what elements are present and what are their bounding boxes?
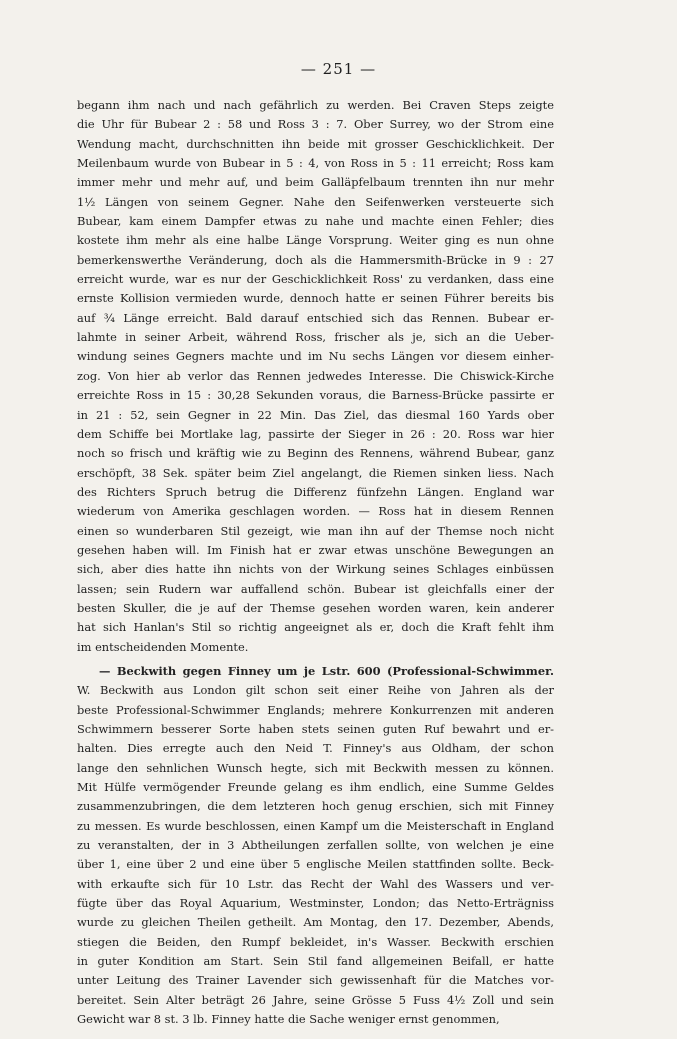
text-line: halten. Dies erregte auch den Neid T. Finney's aus Oldham, der schon [77,741,554,756]
text-line: Wendung macht, durchschnitten ihn beide mit grosser Geschicklichkeit. Der [77,136,554,151]
text-line: 1½ Längen von seinem Gegner. Nahe den Seifenwerken versteuerte sich [77,194,554,209]
text-line: auf ¾ Länge erreicht. Bald darauf entschied sich das Rennen. Bubear er- [77,310,554,325]
text-line: zu veranstalten, der in 3 Abtheilungen zerfallen sollte, von welchen je eine [77,838,554,853]
text-line: wurde zu gleichen Theilen getheilt. Am Montag, den 17. Dezember, Abends, [77,915,554,930]
text-line: einen so wunderbaren Stil gezeigt, wie man ihn auf der Themse noch nicht [77,523,554,538]
body-text [77,96,554,1030]
text-line: lassen; sein Rudern war auffallend schön. Bubear ist gleichfalls einer der [77,581,554,596]
text-line: W. Beckwith aus London gilt schon seit einer Reihe von Jahren als der [77,683,554,698]
text-line: erreichte Ross in 15 : 30,28 Sekunden voraus, die Barness-Brücke passirte er [77,388,554,403]
text-line: zusammenzubringen, die dem letzteren hoch genug erschien, sich mit Finney [77,799,554,814]
page-number: — 251 — [300,60,377,78]
text-line: über 1, eine über 2 und eine über 5 englische Meilen stattfinden sollte. Beck- [77,857,554,872]
text-line: lahmte in seiner Arbeit, während Ross, frischer als je, sich an die Ueber- [77,330,554,345]
text-line: immer mehr und mehr auf, und beim Galläpfelbaum trennten ihn nur mehr [77,175,554,190]
text-line: des Richters Spruch betrug die Differenz fünfzehn Längen. England war [77,484,554,499]
text-line: beste Professional-Schwimmer Englands; mehrere Konkurrenzen mit anderen [77,702,554,717]
text-line: die Uhr für Bubear 2 : 58 und Ross 3 : 7. Ober Surrey, wo der Strom eine [77,117,554,132]
text-line: im entscheidenden Momente. [77,639,249,654]
text-line: stiegen die Beiden, den Rumpf bekleidet, in's Wasser. Beckwith erschien [77,934,554,949]
text-line: erschöpft, 38 Sek. später beim Ziel angelangt, die Riemen sinken liess. Nach [77,465,554,480]
text-line: bemerkenswerthe Veränderung, doch als die Hammersmith-Brücke in 9 : 27 [77,252,554,267]
text-line: in 21 : 52, sein Gegner in 22 Min. Das Ziel, das diesmal 160 Yards ober [77,407,554,422]
text-line: zog. Von hier ab verlor das Rennen jedwedes Interesse. Die Chiswick-Kirche [77,368,554,383]
section-heading-swimming: — Beckwith gegen Finney um je Lstr. 600 (Professional-Schwimmer. [99,663,554,678]
text-line: noch so frisch und kräftig wie zu Beginn des Rennens, während Bubear, ganz [77,446,554,461]
text-line: gesehen haben will. Im Finish hat er zwar etwas unschöne Bewegungen an [77,542,554,557]
text-line: hat sich Hanlan's Stil so richtig angeeignet als er, doch die Kraft fehlt ihm [77,620,554,635]
text-line: kostete ihm mehr als eine halbe Länge Vorsprung. Weiter ging es nun ohne [77,233,554,248]
text-line: zu messen. Es wurde beschlossen, einen Kampf um die Meisterschaft in England [77,818,554,833]
text-line: bereitet. Sein Alter beträgt 26 Jahre, seine Grösse 5 Fuss 4½ Zoll und sein [77,992,554,1007]
text-line: Meilenbaum wurde von Bubear in 5 : 4, von Ross in 5 : 11 erreicht; Ross kam [77,156,554,171]
text-line: windung seines Gegners machte und im Nu sechs Längen vor diesem einher- [77,349,554,364]
text-line: lange den sehnlichen Wunsch hegte, sich mit Beckwith messen zu können. [77,760,554,775]
text-line: Gewicht war 8 st. 3 lb. Finney hatte die Sache weniger ernst genommen, [77,1012,500,1027]
text-line: in guter Kondition am Start. Sein Stil fand allgemeinen Beifall, er hatte [77,954,554,969]
text-line: unter Leitung des Trainer Lavender sich gewissenhaft für die Matches vor- [77,973,554,988]
text-line: fügte über das Royal Aquarium, Westminster, London; das Netto-Erträgniss [77,896,554,911]
text-line: wiederum von Amerika geschlagen worden. — Ross hat in diesem Rennen [77,504,554,519]
text-line: with erkaufte sich für 10 Lstr. das Recht der Wahl des Wassers und ver- [77,876,554,891]
paragraph-swimming-match [77,681,554,1029]
text-line: Bubear, kam einem Dampfer etwas zu nahe und machte einen Fehler; dies [77,214,554,229]
text-line: Schwimmern besserer Sorte haben stets seinen guten Ruf bewahrt und er- [77,722,554,736]
text-line: sich, aber dies hatte ihn nichts von der Wirkung seines Schlages einbüssen [77,562,554,577]
text-line: begann ihm nach und nach gefährlich zu werden. Bei Craven Steps zeigte [77,98,554,112]
text-line: erreicht wurde, war es nur der Geschicklichkeit Ross' zu verdanken, dass eine [77,272,554,287]
paragraph-rowing-race [77,96,554,657]
text-line: dem Schiffe bei Mortlake lag, passirte der Sieger in 26 : 20. Ross war hier [77,426,554,441]
text-line: ernste Kollision vermieden wurde, dennoch hatte er seinen Führer bereits bis [77,291,554,306]
text-line: besten Skuller, die je auf der Themse gesehen worden waren, kein anderer [77,600,554,615]
text-line: Mit Hülfe vermögender Freunde gelang es ihm endlich, eine Summe Geldes [77,780,554,795]
